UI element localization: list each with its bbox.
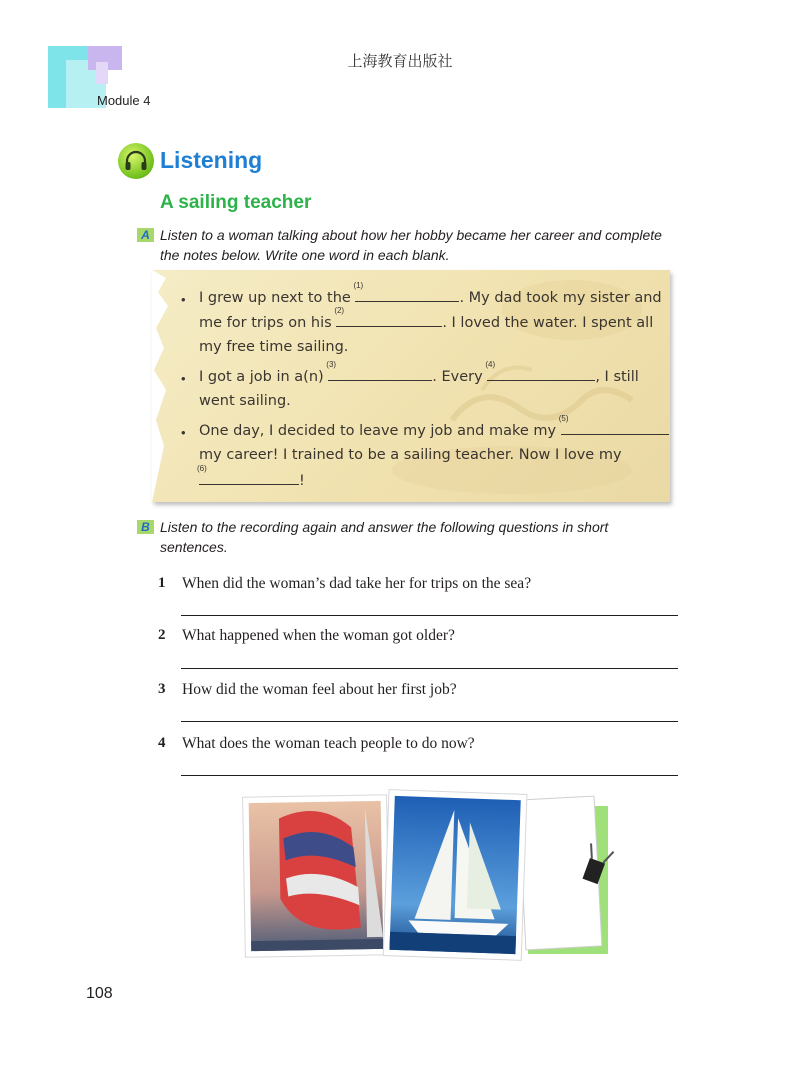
photo-spinnaker (243, 795, 390, 957)
part-a-instruction-line: Listen to a woman talking about how her hobby became her career and complete (160, 227, 662, 243)
note-line: my free time sailing. (199, 339, 349, 355)
question-number: 3 (158, 681, 166, 697)
section-title: Listening (160, 147, 263, 173)
bullet: • (181, 371, 186, 386)
note-text: ! (299, 473, 305, 489)
part-a-instruction (160, 225, 662, 265)
note-line (197, 464, 305, 494)
answer-line[interactable] (181, 775, 678, 776)
bullet: • (181, 292, 186, 307)
sailing-photos (240, 788, 630, 968)
part-b-marker: B (137, 520, 154, 534)
blank-6[interactable] (197, 464, 299, 485)
blank-number: (2) (334, 306, 345, 315)
blank-3[interactable] (326, 360, 432, 381)
note-text: I grew up next to the (199, 290, 351, 306)
question-number: 1 (158, 575, 166, 591)
part-a-instruction-line: the notes below. Write one word in each blank. (160, 247, 450, 263)
part-a-marker: A (137, 228, 154, 242)
publisher-name: 上海教育出版社 (347, 52, 453, 70)
question-text: What does the woman teach people to do now? (182, 735, 475, 752)
bullet: • (181, 425, 186, 440)
note-line (199, 281, 662, 311)
blank-4[interactable] (485, 360, 595, 381)
question-text: When did the woman’s dad take her for trips on the sea? (182, 575, 532, 592)
note-text: I got a job in a(n) (199, 369, 324, 385)
note-text: me for trips on his (199, 315, 332, 331)
note-line (199, 414, 669, 444)
part-b-instruction-line: Listen to the recording again and answer the following questions in short (160, 519, 609, 535)
blank-2[interactable] (334, 306, 442, 327)
photo-sailboat (383, 790, 527, 961)
blank-1[interactable] (353, 281, 459, 302)
answer-line[interactable] (181, 721, 678, 722)
blank-number: (3) (326, 360, 337, 369)
part-b-instruction-line: sentences. (160, 539, 228, 555)
note-line (199, 306, 654, 336)
question-number: 4 (158, 735, 166, 751)
note-line: went sailing. (199, 393, 291, 409)
question-text: What happened when the woman got older? (182, 627, 455, 644)
module-label: Module 4 (97, 93, 151, 108)
answer-line[interactable] (181, 615, 678, 616)
part-b-instruction (160, 517, 608, 557)
note-line (199, 360, 639, 390)
blank-number: (6) (197, 464, 207, 473)
blank-number: (1) (353, 281, 364, 290)
note-text: , I still (595, 369, 639, 385)
answer-line[interactable] (181, 668, 678, 669)
note-text: . Every (432, 369, 483, 385)
note-text: One day, I decided to leave my job and make my (199, 423, 557, 439)
blank-number: (4) (485, 360, 496, 369)
question-text: How did the woman feel about her first job? (182, 681, 457, 698)
blank-5[interactable] (558, 414, 669, 435)
section-subtitle: A sailing teacher (160, 192, 312, 213)
blank-number: (5) (558, 414, 569, 423)
question-number: 2 (158, 627, 166, 643)
note-text: . I loved the water. I spent all (442, 315, 654, 331)
note-text: . My dad took my sister and (459, 290, 662, 306)
page-number: 108 (86, 985, 113, 1002)
headphones-icon (118, 143, 154, 179)
note-line: my career! I trained to be a sailing teacher. Now I love my (199, 447, 622, 463)
